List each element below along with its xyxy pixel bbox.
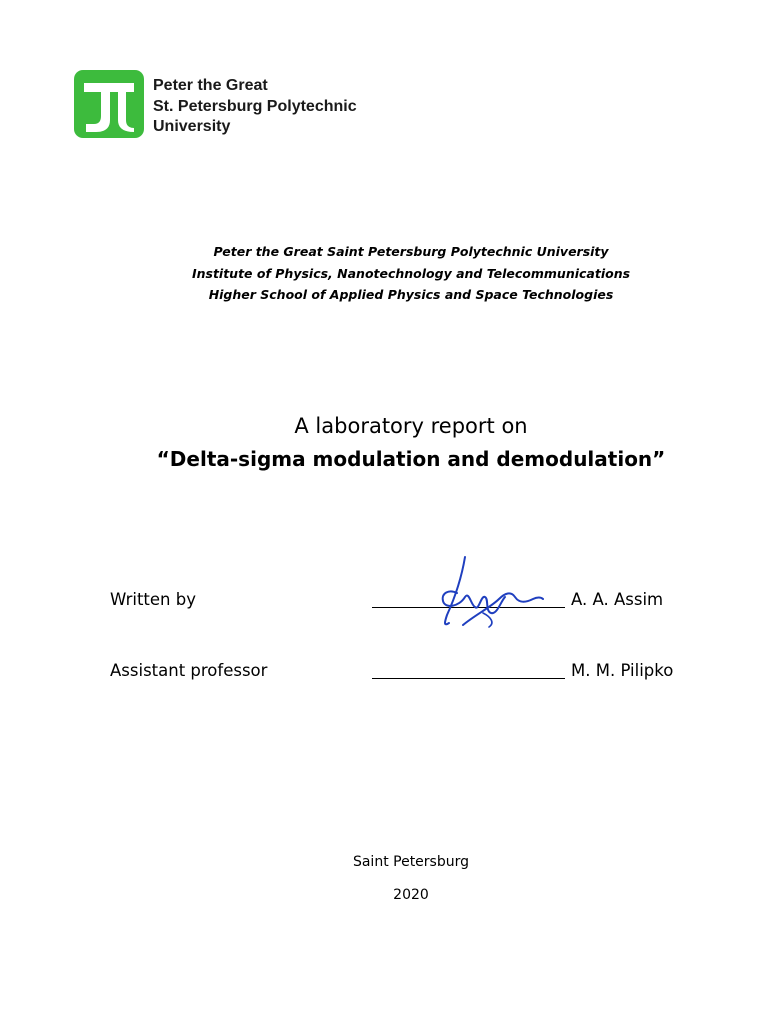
signature-name: M. M. Pilipko [571,661,674,680]
signature-row-author [110,588,750,612]
logo-line-2: St. Petersburg Polytechnic [153,97,357,115]
logo-line-3: University [153,118,231,135]
institute-name: Institute of Physics, Nanotechnology and Telecommunications [191,265,631,281]
signature-role: Assistant professor [110,661,268,680]
signature-line [372,659,565,683]
city: Saint Petersburg [352,854,470,870]
signature-name: A. A. Assim [571,590,664,609]
logo-wordmark [153,76,357,138]
university-logo [74,70,144,138]
handwritten-signature [435,553,545,631]
signature-role: Written by [110,590,196,609]
logo-line-1: Peter the Great [153,77,268,94]
report-title: “Delta-sigma modulation and demodulation” [156,447,666,471]
signature-row-supervisor [110,659,750,683]
affiliation-block [0,241,768,306]
year: 2020 [393,887,429,903]
school-name: Higher School of Applied Physics and Space Technologies [208,287,614,302]
report-intro: A laboratory report on [294,414,528,438]
university-name: Peter the Great Saint Petersburg Polytechnic University [213,244,609,259]
